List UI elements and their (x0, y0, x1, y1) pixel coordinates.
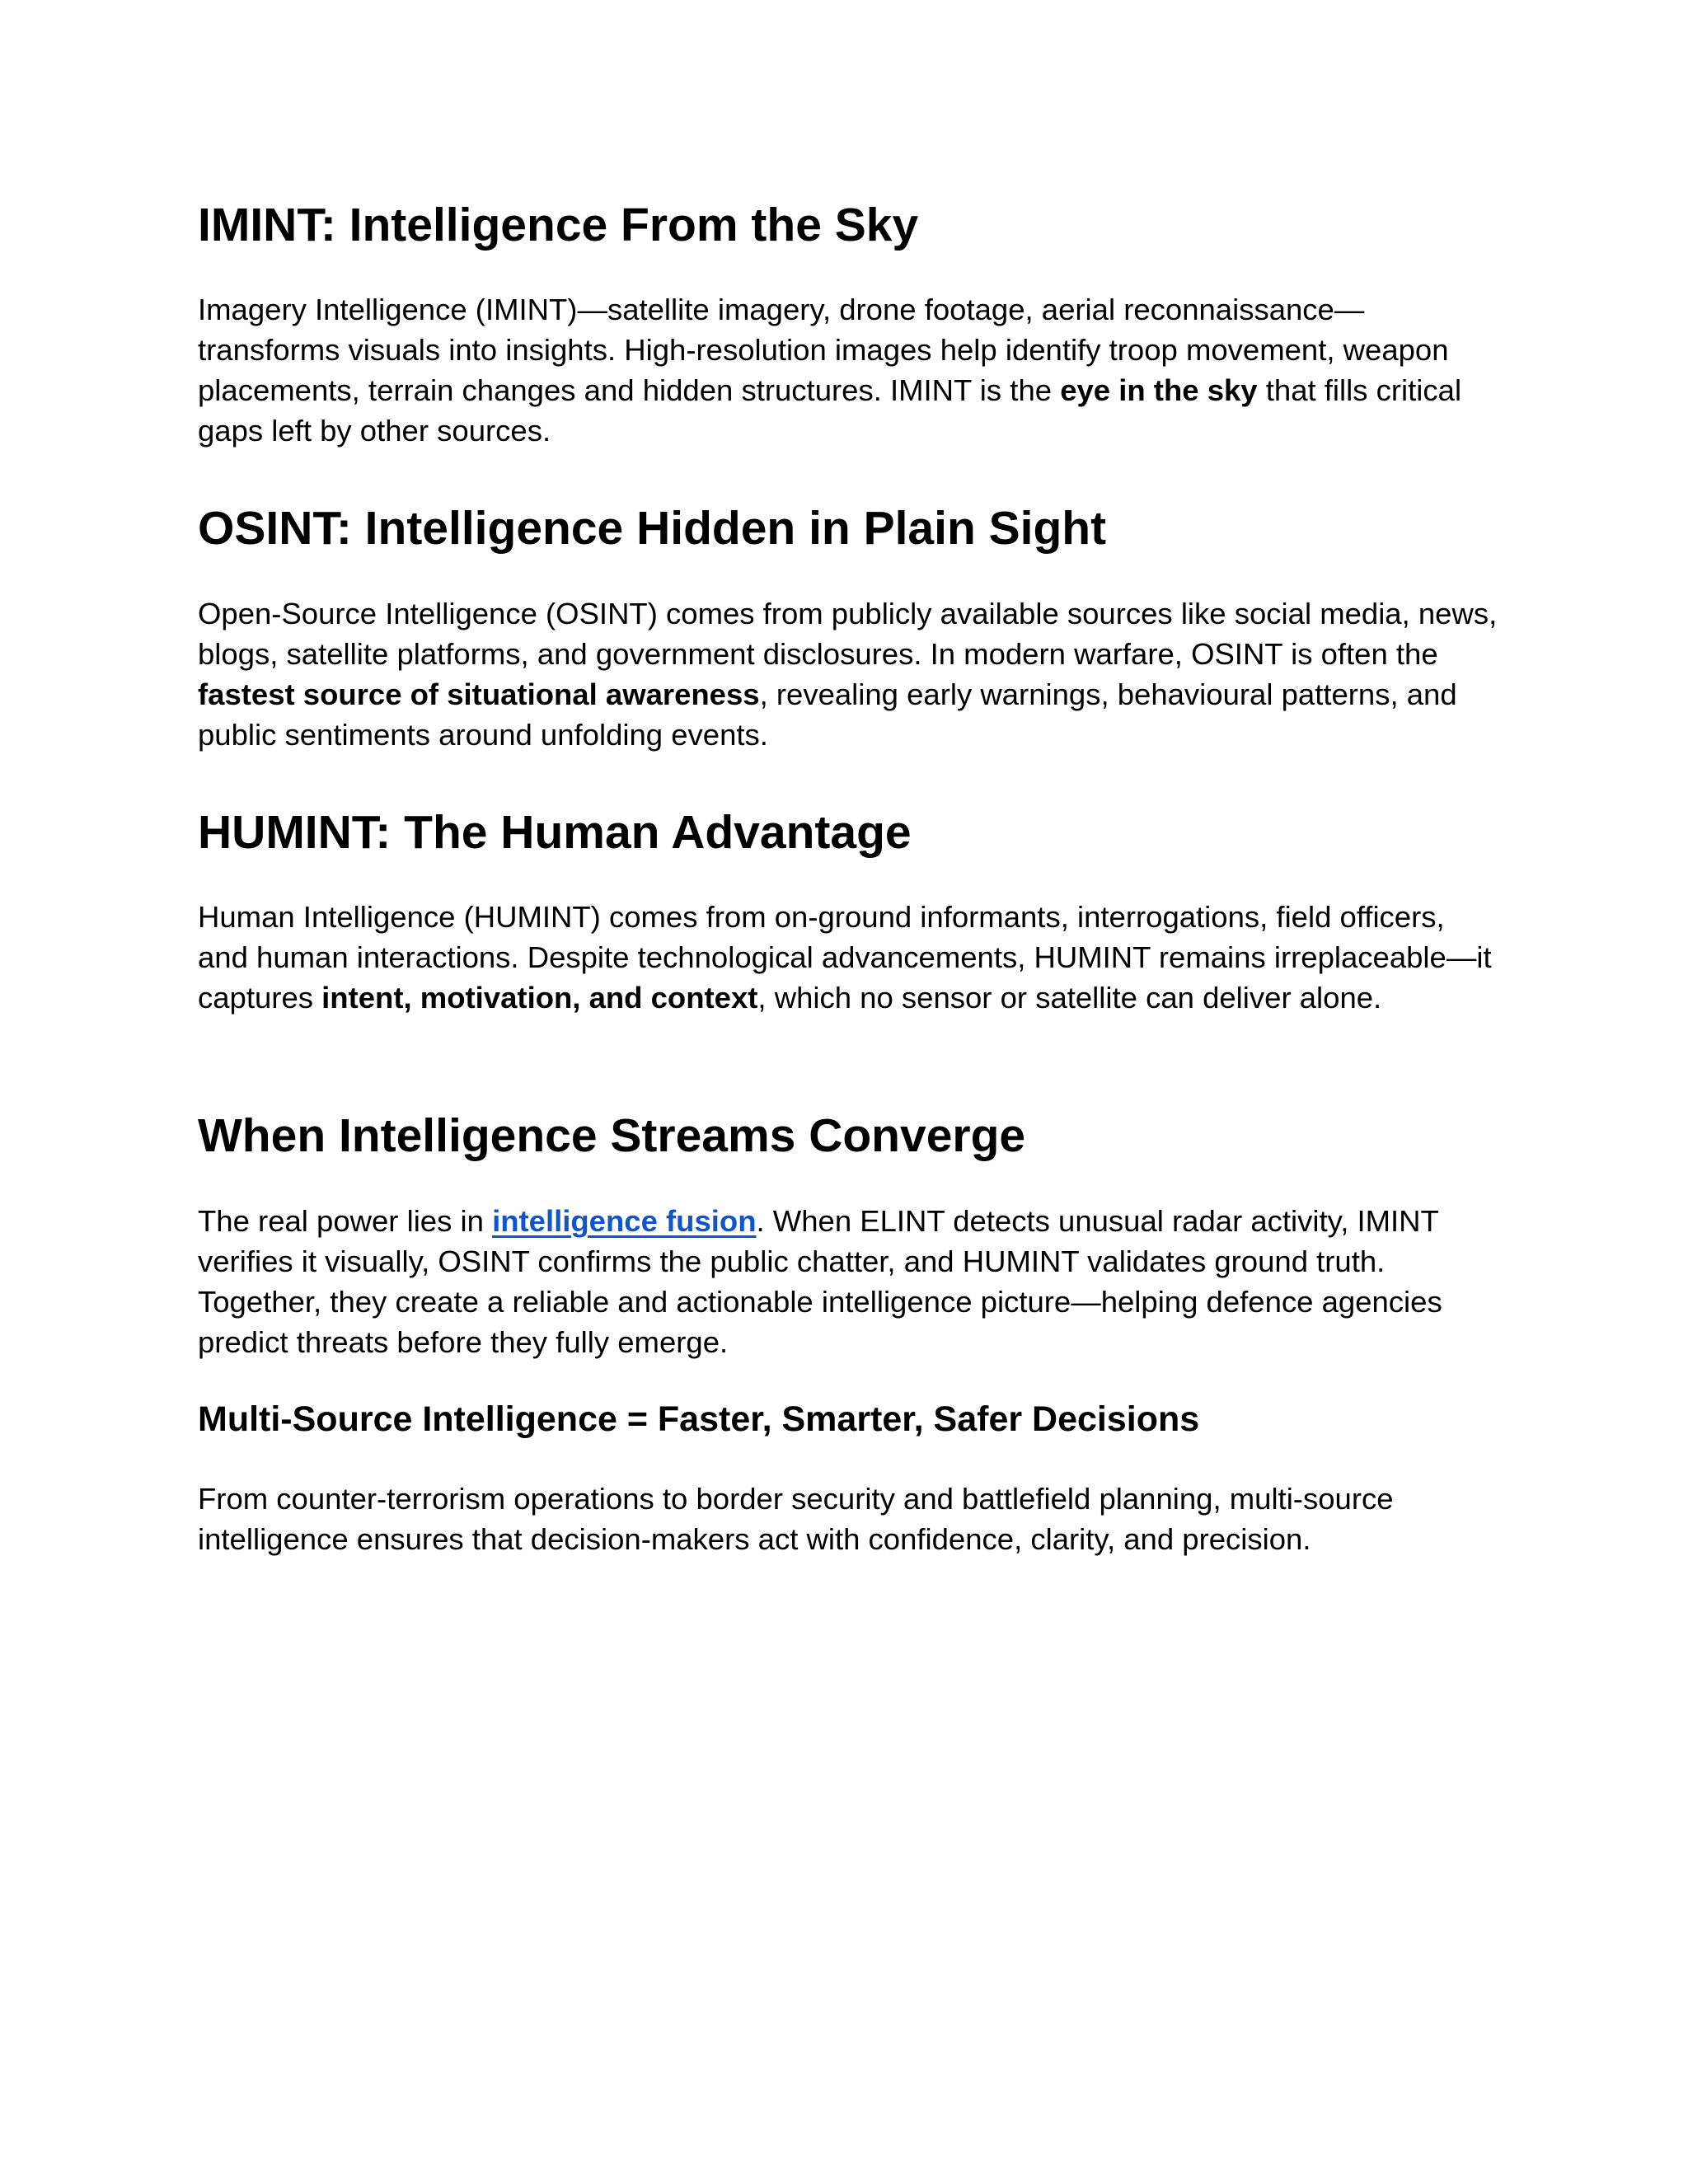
osint-heading: OSINT: Intelligence Hidden in Plain Sight (198, 502, 1107, 555)
imint-heading: IMINT: Intelligence From the Sky (198, 199, 919, 251)
converge-paragraph (198, 1201, 1500, 1362)
converge-text-1: The real power lies in (198, 1204, 493, 1238)
intelligence-fusion-link[interactable]: intelligence fusion (492, 1204, 757, 1238)
imint-paragraph (198, 289, 1500, 451)
converge-text-2: . When ELINT detects unusual radar activity, IMINT verifies it visually, OSINT confirms the public chatter, and HUMINT validates ground truth. Together, they create a reliable and actionable intelligence picture—helping defence agencies predict threats before they fully emerge. (198, 1204, 1442, 1359)
imint-text-2: that fills critical gaps left by other sources. (198, 373, 1462, 448)
humint-bold-phrase: intent, motivation, and context (321, 981, 758, 1015)
osint-paragraph (198, 593, 1500, 755)
humint-text-1: Human Intelligence (HUMINT) comes from on-ground informants, interrogations, field officers, and human interactions. Despite technological advancements, HUMINT remains irreplaceable—it captures (198, 900, 1492, 1015)
osint-bold-phrase: fastest source of situational awareness (198, 677, 760, 711)
multi-source-heading: Multi-Source Intelligence = Faster, Smarter, Safer Decisions (198, 1399, 1200, 1439)
imint-bold-phrase: eye in the sky (1060, 373, 1258, 407)
imint-text-1: Imagery Intelligence (IMINT)—satellite imagery, drone footage, aerial reconnaissance—transforms visuals into insights. High-resolution images help identify troop movement, weapon placements, terrain changes and hidden structures. IMINT is the (198, 293, 1449, 407)
multi-source-paragraph: From counter-terrorism operations to border security and battlefield planning, multi-source intelligence ensures that decision-makers act with confidence, clarity, and precision. (198, 1482, 1394, 1556)
converge-heading: When Intelligence Streams Converge (198, 1109, 1026, 1162)
osint-text-2: , revealing early warnings, behavioural patterns, and public sentiments around unfolding events. (198, 677, 1457, 752)
humint-text-2: , which no sensor or satellite can deliver alone. (757, 981, 1382, 1015)
osint-text-1: Open-Source Intelligence (OSINT) comes from publicly available sources like social media, news, blogs, satellite platforms, and government disclosures. In modern warfare, OSINT is often the (198, 597, 1498, 671)
humint-heading: HUMINT: The Human Advantage (198, 806, 912, 859)
humint-paragraph (198, 897, 1500, 1018)
